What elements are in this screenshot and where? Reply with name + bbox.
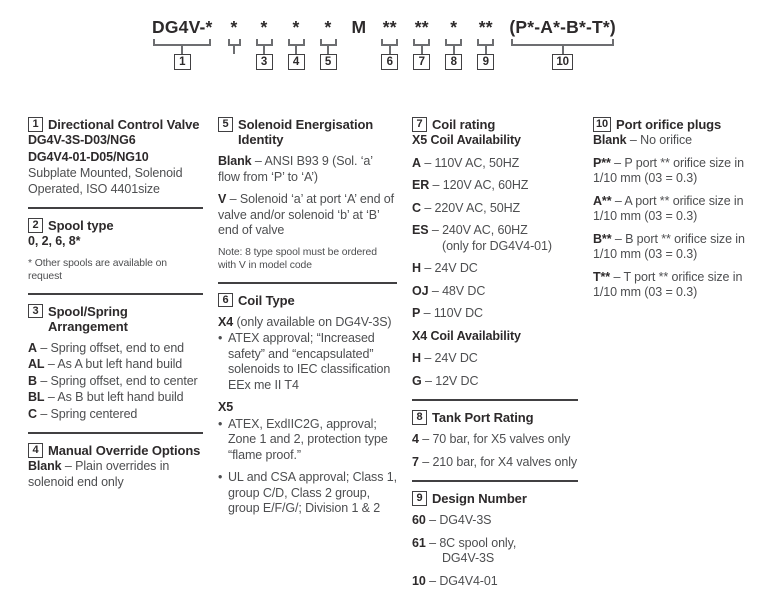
model-code-segment [288, 17, 305, 70]
section-number: 4 [28, 443, 43, 458]
bracket-shape [153, 39, 211, 46]
model-code-text: * [231, 17, 238, 37]
section [28, 443, 203, 490]
section-number: 8 [412, 410, 427, 425]
bullet-icon: • [218, 331, 228, 393]
spec-code: H [412, 351, 421, 365]
spec-sub-line: DG4V-3S [412, 551, 578, 567]
spec-item: DG4V4-01-D05/NG10 [28, 150, 203, 166]
spec-item [412, 156, 578, 172]
bracket-shape [477, 39, 494, 46]
section-number: 5 [218, 117, 233, 132]
spec-description: – ANSI B93 9 (Sol. ‘a’ flow from ‘P’ to ‘A’) [218, 154, 372, 184]
section-header [28, 304, 203, 334]
spec-item: X5 [218, 400, 397, 416]
section-header [218, 117, 397, 147]
bullet-icon: • [218, 470, 228, 517]
spec-code: AL [28, 357, 44, 371]
spec-description: – 120V AC, 60HZ [433, 178, 529, 192]
bullet-icon: • [218, 417, 228, 464]
column-4 [593, 117, 758, 589]
spec-description: – 24V DC [424, 351, 477, 365]
section-number: 9 [412, 491, 427, 506]
spec-code: 7 [412, 455, 419, 469]
spec-item [412, 284, 578, 300]
spec-code: C [412, 201, 421, 215]
spec-code: P** [593, 156, 611, 170]
spec-code: A** [593, 194, 611, 208]
model-code-text: DG4V-* [152, 17, 213, 37]
spec-item [593, 270, 758, 301]
code-position-number: 8 [445, 54, 462, 70]
connector-line [453, 46, 455, 54]
spec-description: – As A but left hand build [48, 357, 182, 371]
spec-description: – T port ** orifice size in 1/10 mm (03 = 0.3) [593, 270, 742, 300]
spec-code: Blank [218, 154, 252, 168]
section-title: Directional Control Valve [48, 117, 199, 132]
spec-item [28, 390, 203, 406]
connector-line [327, 46, 329, 54]
section-title: Tank Port Rating [432, 410, 533, 425]
spec-item: X4 Coil Availability [412, 329, 578, 345]
section [593, 117, 758, 301]
section-number: 3 [28, 304, 43, 319]
section [218, 117, 397, 272]
spec-item [28, 374, 203, 390]
section-header [218, 293, 397, 308]
section-header [412, 410, 578, 425]
model-code-segment [320, 17, 337, 70]
model-code-text: ** [383, 17, 397, 37]
model-code-text: (P*-A*-B*-T*) [509, 17, 616, 37]
spec-code: B [28, 374, 37, 388]
bracket-shape [413, 39, 430, 46]
section-header [412, 491, 578, 506]
spec-item [412, 178, 578, 194]
section-title: Design Number [432, 491, 527, 506]
connector-line [389, 46, 391, 54]
section [28, 304, 203, 423]
code-position-number: 6 [381, 54, 398, 70]
section-title: Port orifice plugs [616, 117, 721, 132]
spec-item [28, 357, 203, 373]
spec-item: * Other spools are available on request [28, 257, 203, 283]
spec-code: B** [593, 232, 611, 246]
spec-item [28, 407, 203, 423]
spec-description: – 220V AC, 50HZ [424, 201, 520, 215]
model-code-segment [413, 17, 430, 70]
section-divider [28, 207, 203, 209]
spec-item [412, 432, 578, 448]
code-position-number: 7 [413, 54, 430, 70]
code-position-number: 9 [477, 54, 494, 70]
code-position-number: 1 [174, 54, 191, 70]
spec-description: – Spring offset, end to end [40, 341, 184, 355]
model-code-text: * [261, 17, 268, 37]
code-position-number: 10 [552, 54, 573, 70]
bullet-item [218, 331, 397, 393]
spec-item [593, 232, 758, 263]
spec-description: – Spring centered [40, 407, 137, 421]
spec-sub-line: (only for DG4V4-01) [412, 239, 578, 255]
section [218, 293, 397, 517]
spec-description: – 210 bar, for X4 valves only [422, 455, 577, 469]
spec-item [593, 194, 758, 225]
spec-description: (only available on DG4V-3S) [236, 315, 391, 329]
spec-code: OJ [412, 284, 428, 298]
spec-item: 0, 2, 6, 8* [28, 234, 203, 250]
model-code-text: * [325, 17, 332, 37]
spec-description: – 70 bar, for X5 valves only [422, 432, 570, 446]
spec-item [218, 315, 397, 331]
spec-description: – 12V DC [425, 374, 478, 388]
section-header [593, 117, 758, 132]
spec-description: – B port ** orifice size in 1/10 mm (03 = 0.3) [593, 232, 745, 262]
spec-item [412, 351, 578, 367]
spec-code: Blank [593, 133, 627, 147]
spec-code: 60 [412, 513, 426, 527]
model-code-diagram [152, 17, 758, 70]
spec-item [412, 306, 578, 322]
spec-item [28, 459, 203, 490]
spec-code: 4 [412, 432, 419, 446]
spec-item: Note: 8 type spool must be ordered with V in model code [218, 246, 397, 272]
spec-code: G [412, 374, 422, 388]
section-divider [412, 399, 578, 401]
spec-description: – 240V AC, 60HZ [432, 223, 528, 237]
section [412, 491, 578, 589]
spec-description: – 110V AC, 50HZ [424, 156, 519, 170]
spec-item [412, 261, 578, 277]
model-code-segment [352, 17, 367, 37]
section-number: 10 [593, 117, 611, 132]
spec-description: – A port ** orifice size in 1/10 mm (03 = 0.3) [593, 194, 743, 224]
bullet-item [218, 470, 397, 517]
spec-item [218, 192, 397, 239]
connector-line [181, 46, 183, 54]
spec-item [28, 341, 203, 357]
connector-line [263, 46, 265, 54]
spec-code: T** [593, 270, 610, 284]
bullet-item [218, 417, 397, 464]
connector-line [295, 46, 297, 54]
section [28, 218, 203, 283]
spec-item [412, 574, 578, 589]
spec-code: A [412, 156, 421, 170]
bullet-text: UL and CSA approval; Class 1, group C/D, Class 2 group, group E/F/G/; Division 1 & 2 [228, 470, 397, 517]
bracket-shape [320, 39, 337, 46]
section-divider [412, 480, 578, 482]
spec-code: 10 [412, 574, 426, 588]
section [412, 410, 578, 470]
spec-item: DG4V-3S-D03/NG6 [28, 133, 203, 149]
spec-item [412, 513, 578, 529]
spec-item: X5 Coil Availability [412, 133, 578, 149]
spec-description: – No orifice [630, 133, 692, 147]
bullet-text: ATEX approval; “Increased safety” and “encapsulated” solenoids to IEC classification EEx me II T4 [228, 331, 397, 393]
spec-description: – As B but left hand build [48, 390, 184, 404]
spec-code: X4 [218, 315, 233, 329]
section-number: 2 [28, 218, 43, 233]
model-code-segment [152, 17, 213, 70]
bracket-shape [228, 39, 241, 46]
section-divider [28, 293, 203, 295]
spec-code: V [218, 192, 226, 206]
spec-item [412, 374, 578, 390]
section-header [28, 443, 203, 458]
spec-item [593, 156, 758, 187]
spec-item [412, 201, 578, 217]
code-position-number: 4 [288, 54, 305, 70]
spec-code: ES [412, 223, 428, 237]
section-number: 7 [412, 117, 427, 132]
model-code-segment [509, 17, 616, 70]
code-position-number: 3 [256, 54, 273, 70]
spec-code: BL [28, 390, 44, 404]
bracket-shape [288, 39, 305, 46]
spec-description: – 24V DC [424, 261, 477, 275]
section-title: Coil Type [238, 293, 295, 308]
connector-line [562, 46, 564, 54]
section-divider [218, 282, 397, 284]
spec-description: – 8C spool only, [429, 536, 516, 550]
columns [28, 117, 758, 589]
section-title: Solenoid Energisation Identity [238, 117, 397, 147]
model-code-text: M [352, 17, 367, 37]
code-position-number: 5 [320, 54, 337, 70]
bullet-text: ATEX, ExdIIC2G, approval; Zone 1 and 2, protection type “flame proof.” [228, 417, 397, 464]
model-code-segment [228, 17, 241, 54]
section-divider [28, 432, 203, 434]
spec-description: – DG4V4-01 [429, 574, 497, 588]
spec-description: – P port ** orifice size in 1/10 mm (03 = 0.3) [593, 156, 744, 186]
spec-description: – Plain overrides in solenoid end only [28, 459, 169, 489]
spec-code: H [412, 261, 421, 275]
model-code-row [152, 17, 758, 70]
section-title: Manual Override Options [48, 443, 200, 458]
spec-code: ER [412, 178, 429, 192]
spec-item [412, 455, 578, 471]
bracket-shape [381, 39, 398, 46]
spec-description: – Solenoid ‘a’ at port ‘A’ end of valve and/or solenoid ‘b’ at ‘B’ end of valve [218, 192, 394, 237]
bracket-shape [511, 39, 613, 46]
model-code-segment [477, 17, 494, 70]
bracket-shape [256, 39, 273, 46]
spec-item [593, 133, 758, 149]
spec-code: 61 [412, 536, 426, 550]
spec-item [412, 223, 578, 254]
spec-code: P [412, 306, 420, 320]
section-title: Coil rating [432, 117, 495, 132]
section [28, 117, 203, 197]
section-title: Spool/Spring Arrangement [48, 304, 203, 334]
column-2 [218, 117, 397, 589]
section-title: Spool type [48, 218, 113, 233]
model-code-segment [381, 17, 398, 70]
connector-line [233, 46, 235, 54]
connector-line [485, 46, 487, 54]
model-code-text: * [293, 17, 300, 37]
model-code-text: ** [415, 17, 429, 37]
column-3 [412, 117, 578, 589]
spec-description: – DG4V-3S [429, 513, 491, 527]
column-1 [28, 117, 203, 589]
model-code-segment [445, 17, 462, 70]
spec-code: A [28, 341, 37, 355]
section-header [28, 218, 203, 233]
spec-item: Subplate Mounted, Solenoid Operated, ISO 4401size [28, 166, 203, 197]
model-code-text: ** [479, 17, 493, 37]
spec-item [218, 154, 397, 185]
spec-code: Blank [28, 459, 62, 473]
spec-description: – 110V DC [424, 306, 483, 320]
bracket-shape [445, 39, 462, 46]
section-number: 6 [218, 293, 233, 308]
spec-code: C [28, 407, 37, 421]
section-header [28, 117, 203, 132]
section-number: 1 [28, 117, 43, 132]
connector-line [421, 46, 423, 54]
section [412, 117, 578, 389]
model-code-segment [256, 17, 273, 70]
section-header [412, 117, 578, 132]
spec-description: – Spring offset, end to center [40, 374, 197, 388]
model-code-text: * [450, 17, 457, 37]
spec-item [412, 536, 578, 567]
spec-description: – 48V DC [432, 284, 485, 298]
